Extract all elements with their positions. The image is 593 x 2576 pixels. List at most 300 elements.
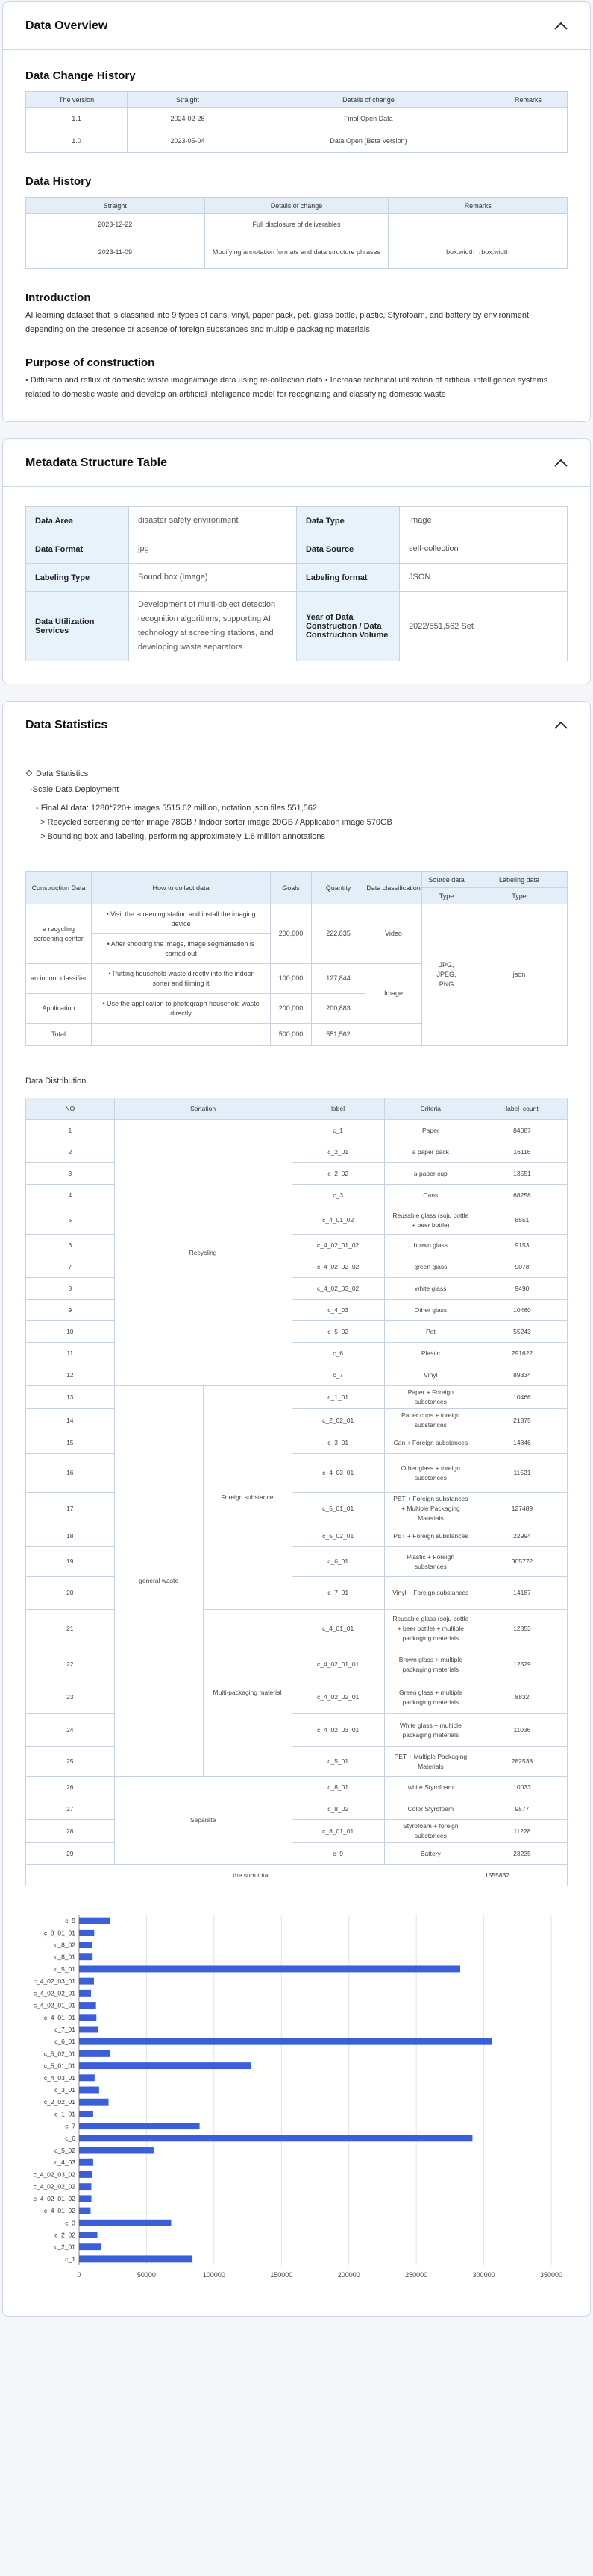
introduction-text: AI learning dataset that is classified into 9 types of cans, vinyl, paper pack, pet, glass bottle, plastic, Styrofoam, and battery by environment depending on the presence or absence of foreign substances and multiple packaging materials	[25, 311, 530, 334]
table-row	[26, 1577, 568, 1610]
row-number: 4	[26, 1185, 115, 1206]
group-general: general waste	[114, 1386, 203, 1777]
bar	[79, 2147, 154, 2154]
y-tick-label: c_2_02	[54, 2231, 75, 2239]
label-code: c_4_03_01	[292, 1454, 384, 1493]
change-history-table	[25, 91, 568, 153]
label-code: c_3_01	[292, 1432, 384, 1454]
criteria-text: Vinyl	[384, 1364, 477, 1386]
criteria-text: Paper + Foreign substances	[384, 1386, 477, 1409]
y-tick-label: c_7	[65, 2122, 75, 2130]
label-count: 9153	[477, 1235, 567, 1256]
criteria-text: Styrofoam + foreign substances	[384, 1820, 477, 1843]
metadata-key: Data Area	[26, 507, 129, 535]
goal-value: 100,000	[271, 964, 312, 994]
bar	[79, 2195, 92, 2202]
criteria-text: a paper cup	[384, 1163, 477, 1185]
x-tick-label: 250000	[405, 2271, 428, 2279]
bar	[79, 2014, 96, 2021]
sum-row	[26, 1865, 568, 1886]
bar	[79, 1953, 92, 1960]
y-tick-label: c_5_02	[54, 2147, 75, 2155]
statistics-header[interactable]	[3, 702, 590, 749]
bar	[79, 2135, 472, 2141]
table-row	[26, 1206, 568, 1235]
table-row	[26, 1321, 568, 1343]
goal-value: 200,000	[271, 994, 312, 1024]
data-overview-header[interactable]	[3, 2, 590, 50]
y-tick-label: c_7_01	[54, 2025, 75, 2033]
table-row	[26, 214, 568, 236]
y-tick-label: c_4_03	[54, 2158, 75, 2167]
col-goals: Goals	[271, 872, 312, 904]
table-row	[26, 1493, 568, 1525]
label-code: c_4_02_03_02	[292, 1278, 384, 1300]
distribution-col: label	[292, 1098, 384, 1120]
criteria-text: a paper pack	[384, 1141, 477, 1163]
row-number: 15	[26, 1432, 115, 1454]
statistics-line: > Recycled screening center image 78GB / Indoor sorter image 20GB / Application image 570GB	[36, 818, 392, 827]
construction-name: Application	[26, 994, 92, 1024]
row-number: 16	[26, 1454, 115, 1493]
bar	[79, 2050, 110, 2057]
data-history-col: Details of change	[204, 198, 389, 214]
criteria-text: PET + Foreign substances + Multiple Packaging Materials	[384, 1493, 477, 1525]
label-count: 9078	[477, 1256, 567, 1278]
y-tick-label: c_5_01	[54, 1965, 75, 1973]
criteria-text: Green glass + multiple packaging materials	[384, 1681, 477, 1714]
label-count: 89334	[477, 1364, 567, 1386]
row-number: 28	[26, 1820, 115, 1843]
table-row	[26, 1163, 568, 1185]
table-row	[26, 904, 568, 934]
table-cell	[489, 130, 568, 153]
bar	[79, 2062, 251, 2069]
label-count: 13551	[477, 1163, 567, 1185]
x-tick-label: 300000	[472, 2271, 495, 2279]
criteria-text: Pet	[384, 1321, 477, 1343]
label-code: c_8_01_01	[292, 1820, 384, 1843]
group-foreign: Foreign substance	[203, 1386, 292, 1610]
metadata-row	[26, 592, 568, 661]
table-cell: Final Open Data	[248, 108, 489, 130]
label-code: c_4_02_02_02	[292, 1256, 384, 1278]
table-cell: Full disclosure of deliverables	[204, 214, 389, 236]
row-number: 22	[26, 1648, 115, 1681]
metadata-value: Image	[400, 507, 568, 535]
row-number: 26	[26, 1777, 115, 1798]
label-code: c_2_02_01	[292, 1409, 384, 1432]
bar	[79, 2002, 96, 2009]
table-row	[26, 1610, 568, 1648]
label-code: c_1	[292, 1120, 384, 1141]
chevron-up-icon[interactable]	[553, 18, 569, 34]
row-number: 12	[26, 1364, 115, 1386]
data-history-table	[25, 197, 568, 269]
metadata-key: Year of Data Construction / Data Construction Volume	[296, 592, 399, 661]
row-number: 6	[26, 1235, 115, 1256]
label-code: c_4_02_03_01	[292, 1714, 384, 1747]
y-tick-label: c_8_02	[54, 1941, 75, 1949]
col-source: Source data	[422, 872, 471, 888]
total-label: Total	[26, 1024, 92, 1046]
statistics-line: > Bounding box and labeling, performing approximately 1.6 million annotations	[36, 832, 325, 841]
label-code: c_2_01	[292, 1141, 384, 1163]
bar	[79, 2220, 171, 2226]
criteria-text: Plastic + Foreign substances	[384, 1547, 477, 1577]
table-row	[26, 1141, 568, 1163]
label-code: c_5_02_01	[292, 1525, 384, 1547]
table-row	[26, 236, 568, 269]
table-row	[26, 1820, 568, 1843]
metadata-title: Metadata Structure Table	[25, 456, 167, 469]
table-row	[26, 1714, 568, 1747]
bar	[79, 2159, 93, 2166]
quantity-value: 127,844	[312, 964, 365, 994]
row-number: 25	[26, 1747, 115, 1777]
bar	[79, 2232, 98, 2238]
criteria-text: PET + Foreign substances	[384, 1525, 477, 1547]
row-number: 19	[26, 1547, 115, 1577]
table-cell: box.width→box.width	[389, 236, 568, 269]
bar	[79, 1930, 94, 1936]
table-cell: 1.0	[26, 130, 128, 153]
table-cell: 2024-02-28	[128, 108, 248, 130]
x-tick-label: 350000	[539, 2271, 563, 2279]
table-row	[26, 1432, 568, 1454]
criteria-text: white glass	[384, 1278, 477, 1300]
table-row	[26, 1364, 568, 1386]
bar	[79, 2208, 90, 2214]
metadata-value: JSON	[400, 564, 568, 592]
table-row	[26, 1843, 568, 1865]
y-tick-label: c_2_02_01	[43, 2098, 75, 2106]
criteria-text: Can + Foreign substances	[384, 1432, 477, 1454]
construction-name: a recycling screening center	[26, 904, 92, 964]
labeling-type: json	[471, 904, 568, 1046]
metadata-key: Data Type	[296, 507, 399, 535]
y-tick-label: c_4_02_02_01	[33, 1989, 75, 1997]
bar	[79, 2099, 109, 2106]
y-tick-label: c_3	[65, 2219, 75, 2227]
label-code: c_5_01	[292, 1747, 384, 1777]
diamond-icon	[26, 770, 32, 776]
quantity-value: 200,883	[312, 994, 365, 1024]
label-count: 16116	[477, 1141, 567, 1163]
criteria-text: Color Styrofoam	[384, 1798, 477, 1820]
bar	[79, 2123, 200, 2129]
y-tick-label: c_6_01	[54, 2038, 75, 2046]
row-number: 24	[26, 1714, 115, 1747]
metadata-key: Labeling Type	[26, 564, 129, 592]
metadata-key: Labeling format	[296, 564, 399, 592]
distribution-col: Sortation	[114, 1098, 292, 1120]
bar	[79, 2038, 492, 2045]
row-number: 13	[26, 1386, 115, 1409]
metadata-table	[25, 506, 568, 661]
table-row	[26, 1409, 568, 1432]
bar	[79, 2255, 192, 2262]
metadata-row	[26, 535, 568, 564]
criteria-text: White glass + multiple packaging materials	[384, 1714, 477, 1747]
metadata-key: Data Format	[26, 535, 129, 564]
label-code: c_4_01_01	[292, 1610, 384, 1648]
row-number: 17	[26, 1493, 115, 1525]
metadata-key: Data Source	[296, 535, 399, 564]
label-count: 8832	[477, 1681, 567, 1714]
label-code: c_5_01_01	[292, 1493, 384, 1525]
label-code: c_4_03	[292, 1300, 384, 1321]
criteria-text: PET + Multiple Packaging Materials	[384, 1747, 477, 1777]
label-count: 14187	[477, 1577, 567, 1610]
group-separate: Separate	[114, 1777, 292, 1865]
label-count: 12853	[477, 1610, 567, 1648]
y-tick-label: c_5_02_01	[43, 2050, 75, 2058]
classification-image: Image	[365, 964, 422, 1024]
criteria-text: Brown glass + multiple packaging materials	[384, 1648, 477, 1681]
table-cell	[489, 108, 568, 130]
table-row	[26, 1454, 568, 1493]
table-row	[26, 1343, 568, 1364]
metadata-value: 2022/551,562 Set	[400, 592, 568, 661]
collection-method: • Use the application to photograph household waste directly	[92, 994, 271, 1024]
label-code: c_8_01	[292, 1777, 384, 1798]
y-tick-label: c_8_01	[54, 1953, 75, 1961]
y-tick-label: c_4_02_02_02	[33, 2182, 75, 2191]
row-number: 1	[26, 1120, 115, 1141]
label-code: c_4_02_01_01	[292, 1648, 384, 1681]
col-labeling: Labeling data	[471, 872, 568, 888]
col-source-type: Type	[422, 888, 471, 904]
change-history-col: Remarks	[489, 92, 568, 108]
x-tick-label: 100000	[202, 2271, 225, 2279]
y-tick-label: c_4_02_01_02	[33, 2194, 75, 2202]
criteria-text: white Styrofoam	[384, 1777, 477, 1798]
data-overview-title: Data Overview	[25, 19, 108, 32]
label-count: 14846	[477, 1432, 567, 1454]
total-empty	[92, 1024, 271, 1046]
label-code: c_4_02_02_01	[292, 1681, 384, 1714]
bar	[79, 1965, 460, 1972]
source-type: JPG, JPEG, PNG	[422, 904, 471, 1046]
bar	[79, 2243, 101, 2250]
table-row	[26, 108, 568, 130]
table-cell: Data Open (Beta Version)	[248, 130, 489, 153]
table-cell: 1.1	[26, 108, 128, 130]
metadata-value: self-collection	[400, 535, 568, 564]
table-row	[26, 1777, 568, 1798]
row-number: 29	[26, 1843, 115, 1865]
col-method: How to collect data	[92, 872, 271, 904]
table-cell: 2023-11-09	[26, 236, 205, 269]
label-count: 9577	[477, 1798, 567, 1820]
bar	[79, 2074, 95, 2081]
data-history-col: Remarks	[389, 198, 568, 214]
data-overview-panel	[2, 1, 591, 422]
y-tick-label: c_8_01_01	[43, 1929, 75, 1937]
bar	[79, 1990, 91, 1997]
label-count-bar-chart	[25, 1909, 570, 2296]
collection-method: • Visit the screening station and install the imaging device	[92, 904, 271, 934]
label-count: 21875	[477, 1409, 567, 1432]
bar	[79, 1978, 94, 1985]
row-number: 2	[26, 1141, 115, 1163]
distribution-col: label_count	[477, 1098, 567, 1120]
label-count: 305772	[477, 1547, 567, 1577]
y-tick-label: c_3_01	[54, 2086, 75, 2094]
label-code: c_6_01	[292, 1547, 384, 1577]
table-row	[26, 1235, 568, 1256]
col-labeling-type: Type	[471, 888, 568, 904]
table-row	[26, 130, 568, 153]
total-empty	[365, 1024, 422, 1046]
label-count: 10033	[477, 1777, 567, 1798]
row-number: 8	[26, 1278, 115, 1300]
label-count: 11036	[477, 1714, 567, 1747]
row-number: 14	[26, 1409, 115, 1432]
table-row	[26, 1185, 568, 1206]
label-code: c_5_02	[292, 1321, 384, 1343]
table-row	[26, 1747, 568, 1777]
label-code: c_7_01	[292, 1577, 384, 1610]
label-count: 9490	[477, 1278, 567, 1300]
x-tick-label: 50000	[137, 2271, 156, 2279]
label-count: 291622	[477, 1343, 567, 1364]
y-tick-label: c_4_02_03_02	[33, 2170, 75, 2179]
label-code: c_1_01	[292, 1386, 384, 1409]
label-count: 11228	[477, 1820, 567, 1843]
criteria-text: Paper	[384, 1120, 477, 1141]
row-number: 20	[26, 1577, 115, 1610]
statistics-subtitle	[25, 767, 568, 781]
criteria-text: Reusable glass (soju bottle + beer bottle)	[384, 1206, 477, 1235]
criteria-text: Other glass + foreign substances	[384, 1454, 477, 1493]
change-history-title: Data Change History	[25, 69, 136, 82]
construction-table	[25, 871, 568, 1046]
y-tick-label: c_4_01_02	[43, 2207, 75, 2215]
metadata-key: Data Utilization Services	[26, 592, 129, 661]
col-classification: Data classification	[365, 872, 422, 904]
table-row	[26, 1120, 568, 1141]
metadata-row	[26, 507, 568, 535]
data-history-col: Straight	[26, 198, 205, 214]
table-row	[26, 1256, 568, 1278]
y-tick-label: c_1_01	[54, 2110, 75, 2118]
metadata-value: Development of multi-object detection recognition algorithms, supporting AI technology at screening stations, and developing waste separators	[129, 592, 297, 661]
bar	[79, 2111, 93, 2117]
col-construction: Construction Data	[26, 872, 92, 904]
row-number: 5	[26, 1206, 115, 1235]
metadata-value: disaster safety environment	[129, 507, 297, 535]
row-number: 18	[26, 1525, 115, 1547]
label-code: c_2_02	[292, 1163, 384, 1185]
bar	[79, 1942, 92, 1948]
y-tick-label: c_4_03_01	[43, 2073, 75, 2082]
metadata-value: Bound box (Image)	[129, 564, 297, 592]
y-tick-label: c_9	[65, 1917, 75, 1925]
purpose-text: • Diffusion and reflux of domestic waste image/image data using re-collection data • Increase technical utilization of artificial intelligence systems related to domestic waste and develop an artificial intelligence model for recognizing and classifying domestic waste	[25, 376, 548, 399]
label-code: c_7	[292, 1364, 384, 1386]
construction-name: an indoor classifier	[26, 964, 92, 994]
bar	[79, 2171, 92, 2178]
table-row	[26, 1386, 568, 1409]
criteria-text: Cans	[384, 1185, 477, 1206]
table-row	[26, 1525, 568, 1547]
collection-method: • After shooting the image, image segmentation is carried out	[92, 934, 271, 964]
group-recycling: Recycling	[114, 1120, 292, 1386]
table-row	[26, 1798, 568, 1820]
sum-value: 1555832	[477, 1865, 567, 1886]
x-tick-label: 200000	[337, 2271, 360, 2279]
label-count: 22994	[477, 1525, 567, 1547]
change-history-col: Details of change	[248, 92, 489, 108]
metadata-header[interactable]	[3, 439, 590, 487]
distribution-col: NO	[26, 1098, 115, 1120]
row-number: 10	[26, 1321, 115, 1343]
x-tick-label: 150000	[270, 2271, 293, 2279]
table-cell: 2023-05-04	[128, 130, 248, 153]
total-quantity: 551,562	[312, 1024, 365, 1046]
table-row	[26, 1300, 568, 1321]
distribution-title: Data Distribution	[25, 1077, 87, 1086]
label-code: c_8_02	[292, 1798, 384, 1820]
metadata-value: jpg	[129, 535, 297, 564]
chevron-up-icon[interactable]	[553, 455, 569, 471]
chevron-up-icon[interactable]	[553, 717, 569, 734]
label-count: 12529	[477, 1648, 567, 1681]
label-count: 127489	[477, 1493, 567, 1525]
criteria-text: Battery	[384, 1843, 477, 1865]
table-cell: 2023-12-22	[26, 214, 205, 236]
label-code: c_3	[292, 1185, 384, 1206]
y-tick-label: c_4_02_01_01	[33, 2001, 75, 2009]
label-count: 10460	[477, 1300, 567, 1321]
criteria-text: Other glass	[384, 1300, 477, 1321]
label-code: c_4_02_01_02	[292, 1235, 384, 1256]
label-count: 23235	[477, 1843, 567, 1865]
row-number: 21	[26, 1610, 115, 1648]
criteria-text: Reusable glass (soju bottle + beer bottle) + multiple packaging materials	[384, 1610, 477, 1648]
collection-method: • Putting household waste directly into the indoor sorter and filming it	[92, 964, 271, 994]
label-count: 84087	[477, 1120, 567, 1141]
x-tick-label: 0	[77, 2271, 81, 2279]
row-number: 7	[26, 1256, 115, 1278]
table-row	[26, 1278, 568, 1300]
statistics-panel	[2, 701, 591, 2317]
y-tick-label: c_1	[65, 2255, 75, 2263]
y-tick-label: c_5_01_01	[43, 2062, 75, 2070]
distribution-table	[25, 1098, 568, 1886]
y-tick-label: c_2_01	[54, 2243, 75, 2251]
quantity-value: 222,835	[312, 904, 365, 964]
criteria-text: green glass	[384, 1256, 477, 1278]
table-cell: Modifying annotation formats and data structure phrases	[204, 236, 389, 269]
total-goal: 500,000	[271, 1024, 312, 1046]
group-multi: Multi-packaging material	[203, 1610, 292, 1777]
y-tick-label: c_6	[65, 2134, 75, 2142]
introduction-title: Introduction	[25, 292, 91, 304]
table-row	[26, 1648, 568, 1681]
label-code: c_4_01_02	[292, 1206, 384, 1235]
classification-video: Video	[365, 904, 422, 964]
change-history-col: The version	[26, 92, 128, 108]
row-number: 9	[26, 1300, 115, 1321]
table-row	[26, 1547, 568, 1577]
criteria-text: Paper cups + foreign substances	[384, 1409, 477, 1432]
y-tick-label: c_4_02_03_01	[33, 1977, 75, 1985]
bar	[79, 2027, 98, 2033]
bar	[79, 1918, 110, 1924]
